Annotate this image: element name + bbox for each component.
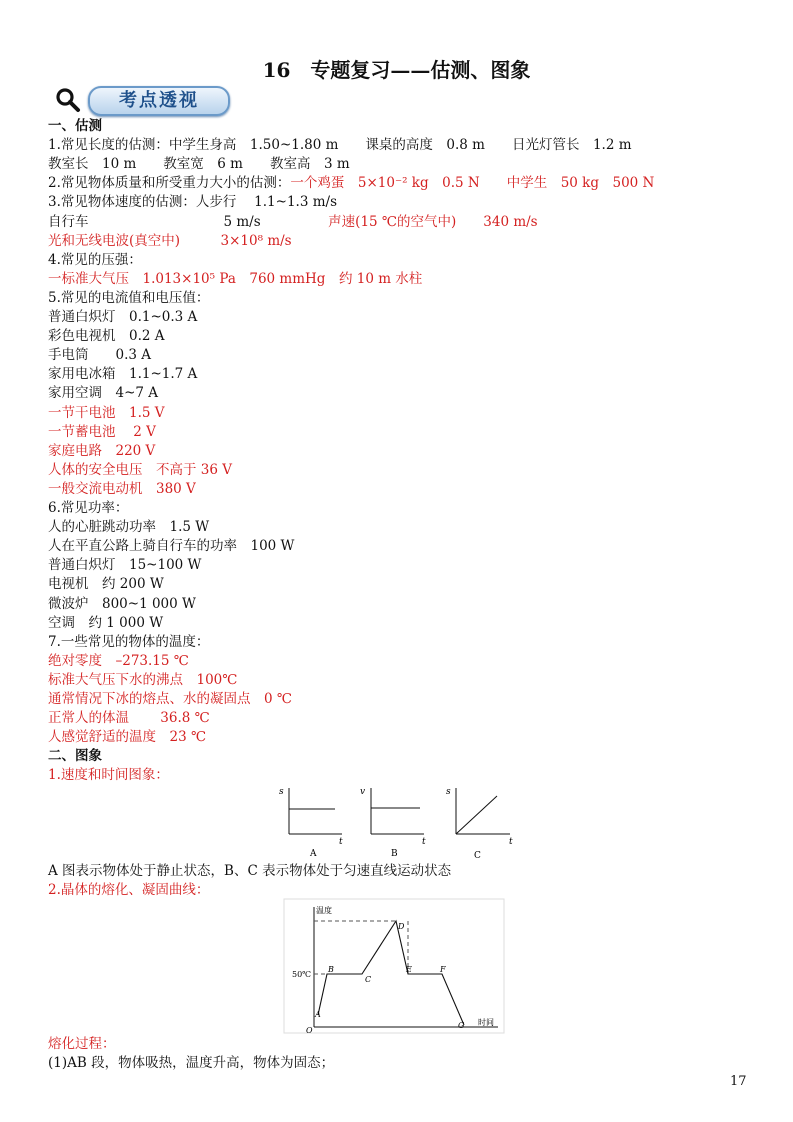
text-line: 7.一些常见的物体的温度： bbox=[48, 633, 210, 650]
text-line: 教室长 10 m 教室宽 6 m 教室高 3 m bbox=[48, 156, 350, 173]
melt-x-label: 时间 bbox=[478, 1018, 494, 1027]
graph-b-ylabel: v bbox=[360, 787, 366, 797]
text-line: 标准大气压下水的沸点 100℃ bbox=[48, 671, 238, 688]
graph-b bbox=[360, 787, 426, 859]
text-line: 普通白炽灯 15~100 W bbox=[48, 557, 202, 574]
text-line: 5.常见的电流值和电压值： bbox=[48, 289, 210, 306]
text-line: 普通白炽灯 0.1~0.3 A bbox=[48, 309, 198, 325]
text-line: 3.常见物体速度的估测：人步行 1.1~1.3 m/s bbox=[48, 194, 337, 211]
text-line: 人的心脏跳动功率 1.5 W bbox=[48, 519, 210, 536]
text-line bbox=[48, 174, 654, 192]
text-line: 手电筒 0.3 A bbox=[48, 347, 152, 364]
melt-graph bbox=[282, 897, 512, 1037]
melt-point-g: G bbox=[458, 1021, 465, 1030]
graph-a-xlabel: t bbox=[339, 837, 343, 847]
text-segment: 一个鸡蛋 5×10⁻² kg 0.5 N 中学生 50 kg 500 N bbox=[290, 175, 655, 192]
melt-point-f: F bbox=[440, 965, 446, 974]
text-line: 空调 约 1 000 W bbox=[48, 614, 164, 631]
motion-caption: A 图表示物体处于静止状态，B、C 表示物体处于匀速直线运动状态 bbox=[48, 863, 452, 879]
melt-origin: O bbox=[306, 1026, 313, 1035]
text-line: 光和无线电波(真空中) 3×10⁸ m/s bbox=[48, 232, 292, 249]
text-line: 人体的安全电压 不高于 36 V bbox=[48, 461, 233, 478]
text-segment: 声速(15 ℃的空气中) 340 m/s bbox=[328, 213, 538, 230]
motion-graphs bbox=[0, 782, 793, 862]
text-line: 4.常见的压强： bbox=[48, 251, 142, 268]
melt-curve-heading: 2.晶体的熔化、凝固曲线： bbox=[48, 882, 210, 898]
graph-a-ylabel: s bbox=[279, 787, 284, 797]
text-line: 绝对零度 –273.15 ℃ bbox=[48, 652, 189, 669]
text-line: 正常人的体温 36.8 ℃ bbox=[48, 710, 210, 727]
graph-a bbox=[279, 787, 343, 859]
search-icon bbox=[54, 86, 82, 114]
text-segment: 2.常见物体质量和所受重力大小的估测： bbox=[48, 175, 291, 192]
text-line: 人在平直公路上骑自行车的功率 100 W bbox=[48, 538, 295, 555]
text-line: 电视机 约 200 W bbox=[48, 576, 164, 593]
graph-c-label: C bbox=[474, 851, 481, 861]
graph-b-xlabel: t bbox=[422, 837, 426, 847]
melt-point-c: C bbox=[365, 975, 372, 984]
text-line: 家用电冰箱 1.1~1.7 A bbox=[48, 366, 198, 383]
text-line: 通常情况下冰的熔点、水的凝固点 0 ℃ bbox=[48, 691, 292, 707]
melt-point-d: D bbox=[398, 922, 405, 931]
melt-tick-50: 50℃ bbox=[292, 970, 312, 979]
text-line: 一、估测 bbox=[48, 118, 102, 134]
text-line: 一般交流电动机 380 V bbox=[48, 480, 196, 497]
text-line: 一节蓄电池 2 V bbox=[48, 423, 156, 440]
text-line: 1.速度和时间图象： bbox=[48, 767, 169, 784]
text-line: 微波炉 800~1 000 W bbox=[48, 595, 196, 612]
melt-y-label: 温度 bbox=[316, 906, 332, 915]
text-line: 彩色电视机 0.2 A bbox=[48, 328, 165, 345]
text-line: 1.常见长度的估测：中学生身高 1.50~1.80 m 课桌的高度 0.8 m 日光灯管长 1.2 m bbox=[48, 137, 632, 154]
text-line: 人感觉舒适的温度 23 ℃ bbox=[48, 729, 207, 746]
text-line: 一节干电池 1.5 V bbox=[48, 404, 165, 421]
text-line: 6.常见功率： bbox=[48, 500, 129, 516]
page-number: 17 bbox=[730, 1074, 747, 1089]
text-line: 二、图象 bbox=[48, 748, 102, 765]
text-line: 一标准大气压 1.013×10⁵ Pa 760 mmHg 约 10 m 水柱 bbox=[48, 270, 423, 287]
melt-point-e: E bbox=[406, 965, 412, 974]
text-segment: 自行车 5 m/s bbox=[48, 213, 329, 230]
page-title: 16 专题复习——估测、图象 bbox=[262, 58, 531, 82]
badge-label: 考点透视 bbox=[88, 86, 230, 116]
melting-heading: 熔化过程： bbox=[48, 1036, 116, 1052]
text-line bbox=[48, 213, 538, 231]
text-line: 家用空调 4~7 A bbox=[48, 385, 159, 402]
graph-c bbox=[446, 787, 513, 861]
text-line: 家庭电路 220 V bbox=[48, 442, 156, 459]
graph-b-label: B bbox=[391, 849, 398, 859]
ab-segment-text: (1)AB 段，物体吸热，温度升高，物体为固态； bbox=[48, 1055, 335, 1071]
melt-point-b: B bbox=[328, 965, 334, 974]
graph-c-xlabel: t bbox=[509, 837, 513, 847]
graph-c-ylabel: s bbox=[446, 787, 451, 797]
melt-point-a: A bbox=[315, 1010, 321, 1019]
graph-a-label: A bbox=[310, 849, 317, 859]
